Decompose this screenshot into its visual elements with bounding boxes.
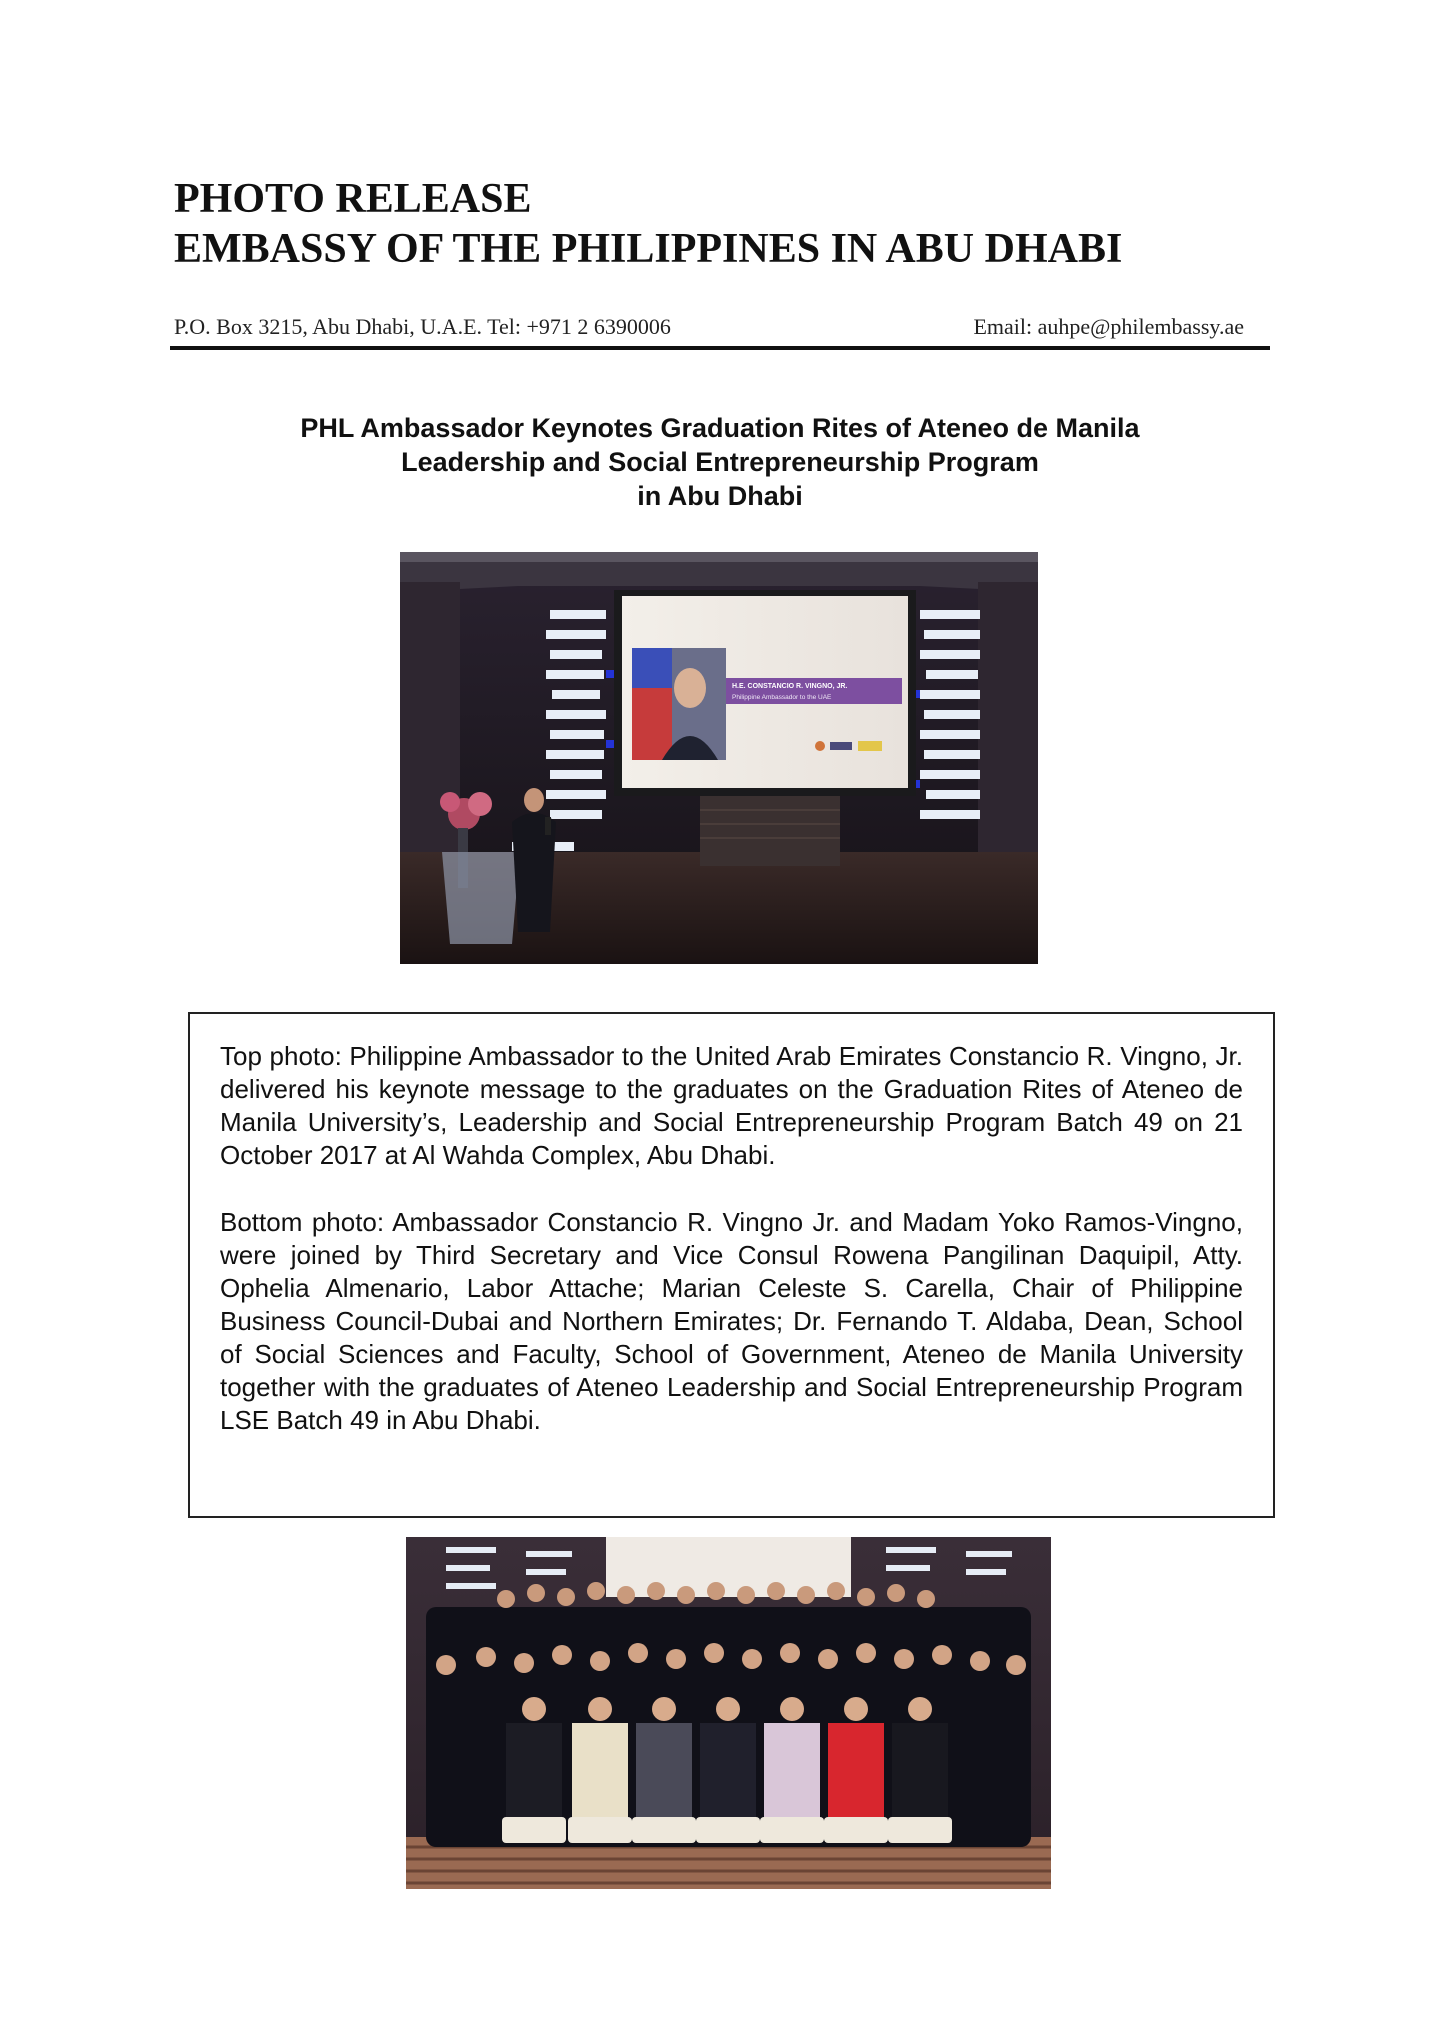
bottom-photo <box>406 1537 1051 1889</box>
article-title-line: PHL Ambassador Keynotes Graduation Rites of Ateneo de Manila <box>300 413 1140 443</box>
article-title <box>200 411 1240 513</box>
article-title-line: Leadership and Social Entrepreneurship Program <box>401 447 1039 477</box>
bottom-photo-caption: Bottom photo: Ambassador Constancio R. Vingno Jr. and Madam Yoko Ramos-Vingno, were joined by Third Secretary and Vice Consul Rowena Pangilinan Daquipil, Atty. Ophelia Almenario, Labor Attache; Marian Celeste S. Carella, Chair of Philippine Business Council-Dubai and Northern Emirates; Dr. Fernando T. Aldaba, Dean, School of Social Sciences and Faculty, School of Government, Ateneo de Manila University together with the graduates of Ateneo Leadership and Social Entrepreneurship Program LSE Batch 49 in Abu Dhabi. <box>220 1207 1243 1435</box>
top-photo <box>400 552 1038 964</box>
slide-title-text: Philippine Ambassador to the UAE <box>732 694 832 701</box>
slide-name-text: H.E. CONSTANCIO R. VINGNO, JR. <box>732 683 848 690</box>
release-heading <box>174 174 1122 274</box>
bottom-photo-image <box>406 1537 1051 1889</box>
contact-line <box>174 312 1244 342</box>
top-photo-caption: Top photo: Philippine Ambassador to the United Arab Emirates Constancio R. Vingno, Jr. delivered his keynote message to the graduates on the Graduation Rites of Ateneo de Manila University’s, Leadership and Social Entrepreneurship Program Batch 49 on 21 October 2017 at Al Wahda Complex, Abu Dhabi. <box>220 1041 1243 1170</box>
release-heading-line1: PHOTO RELEASE <box>174 176 532 222</box>
article-title-line: in Abu Dhabi <box>637 481 803 511</box>
email-text: Email: auhpe@philembassy.ae <box>973 314 1244 339</box>
caption-box <box>188 1012 1275 1518</box>
release-heading-line2: EMBASSY OF THE PHILIPPINES IN ABU DHABI <box>174 226 1123 272</box>
header-divider <box>170 346 1270 350</box>
top-photo-image <box>400 552 1038 964</box>
address-text: P.O. Box 3215, Abu Dhabi, U.A.E. Tel: +971 2 6390006 <box>174 314 671 339</box>
